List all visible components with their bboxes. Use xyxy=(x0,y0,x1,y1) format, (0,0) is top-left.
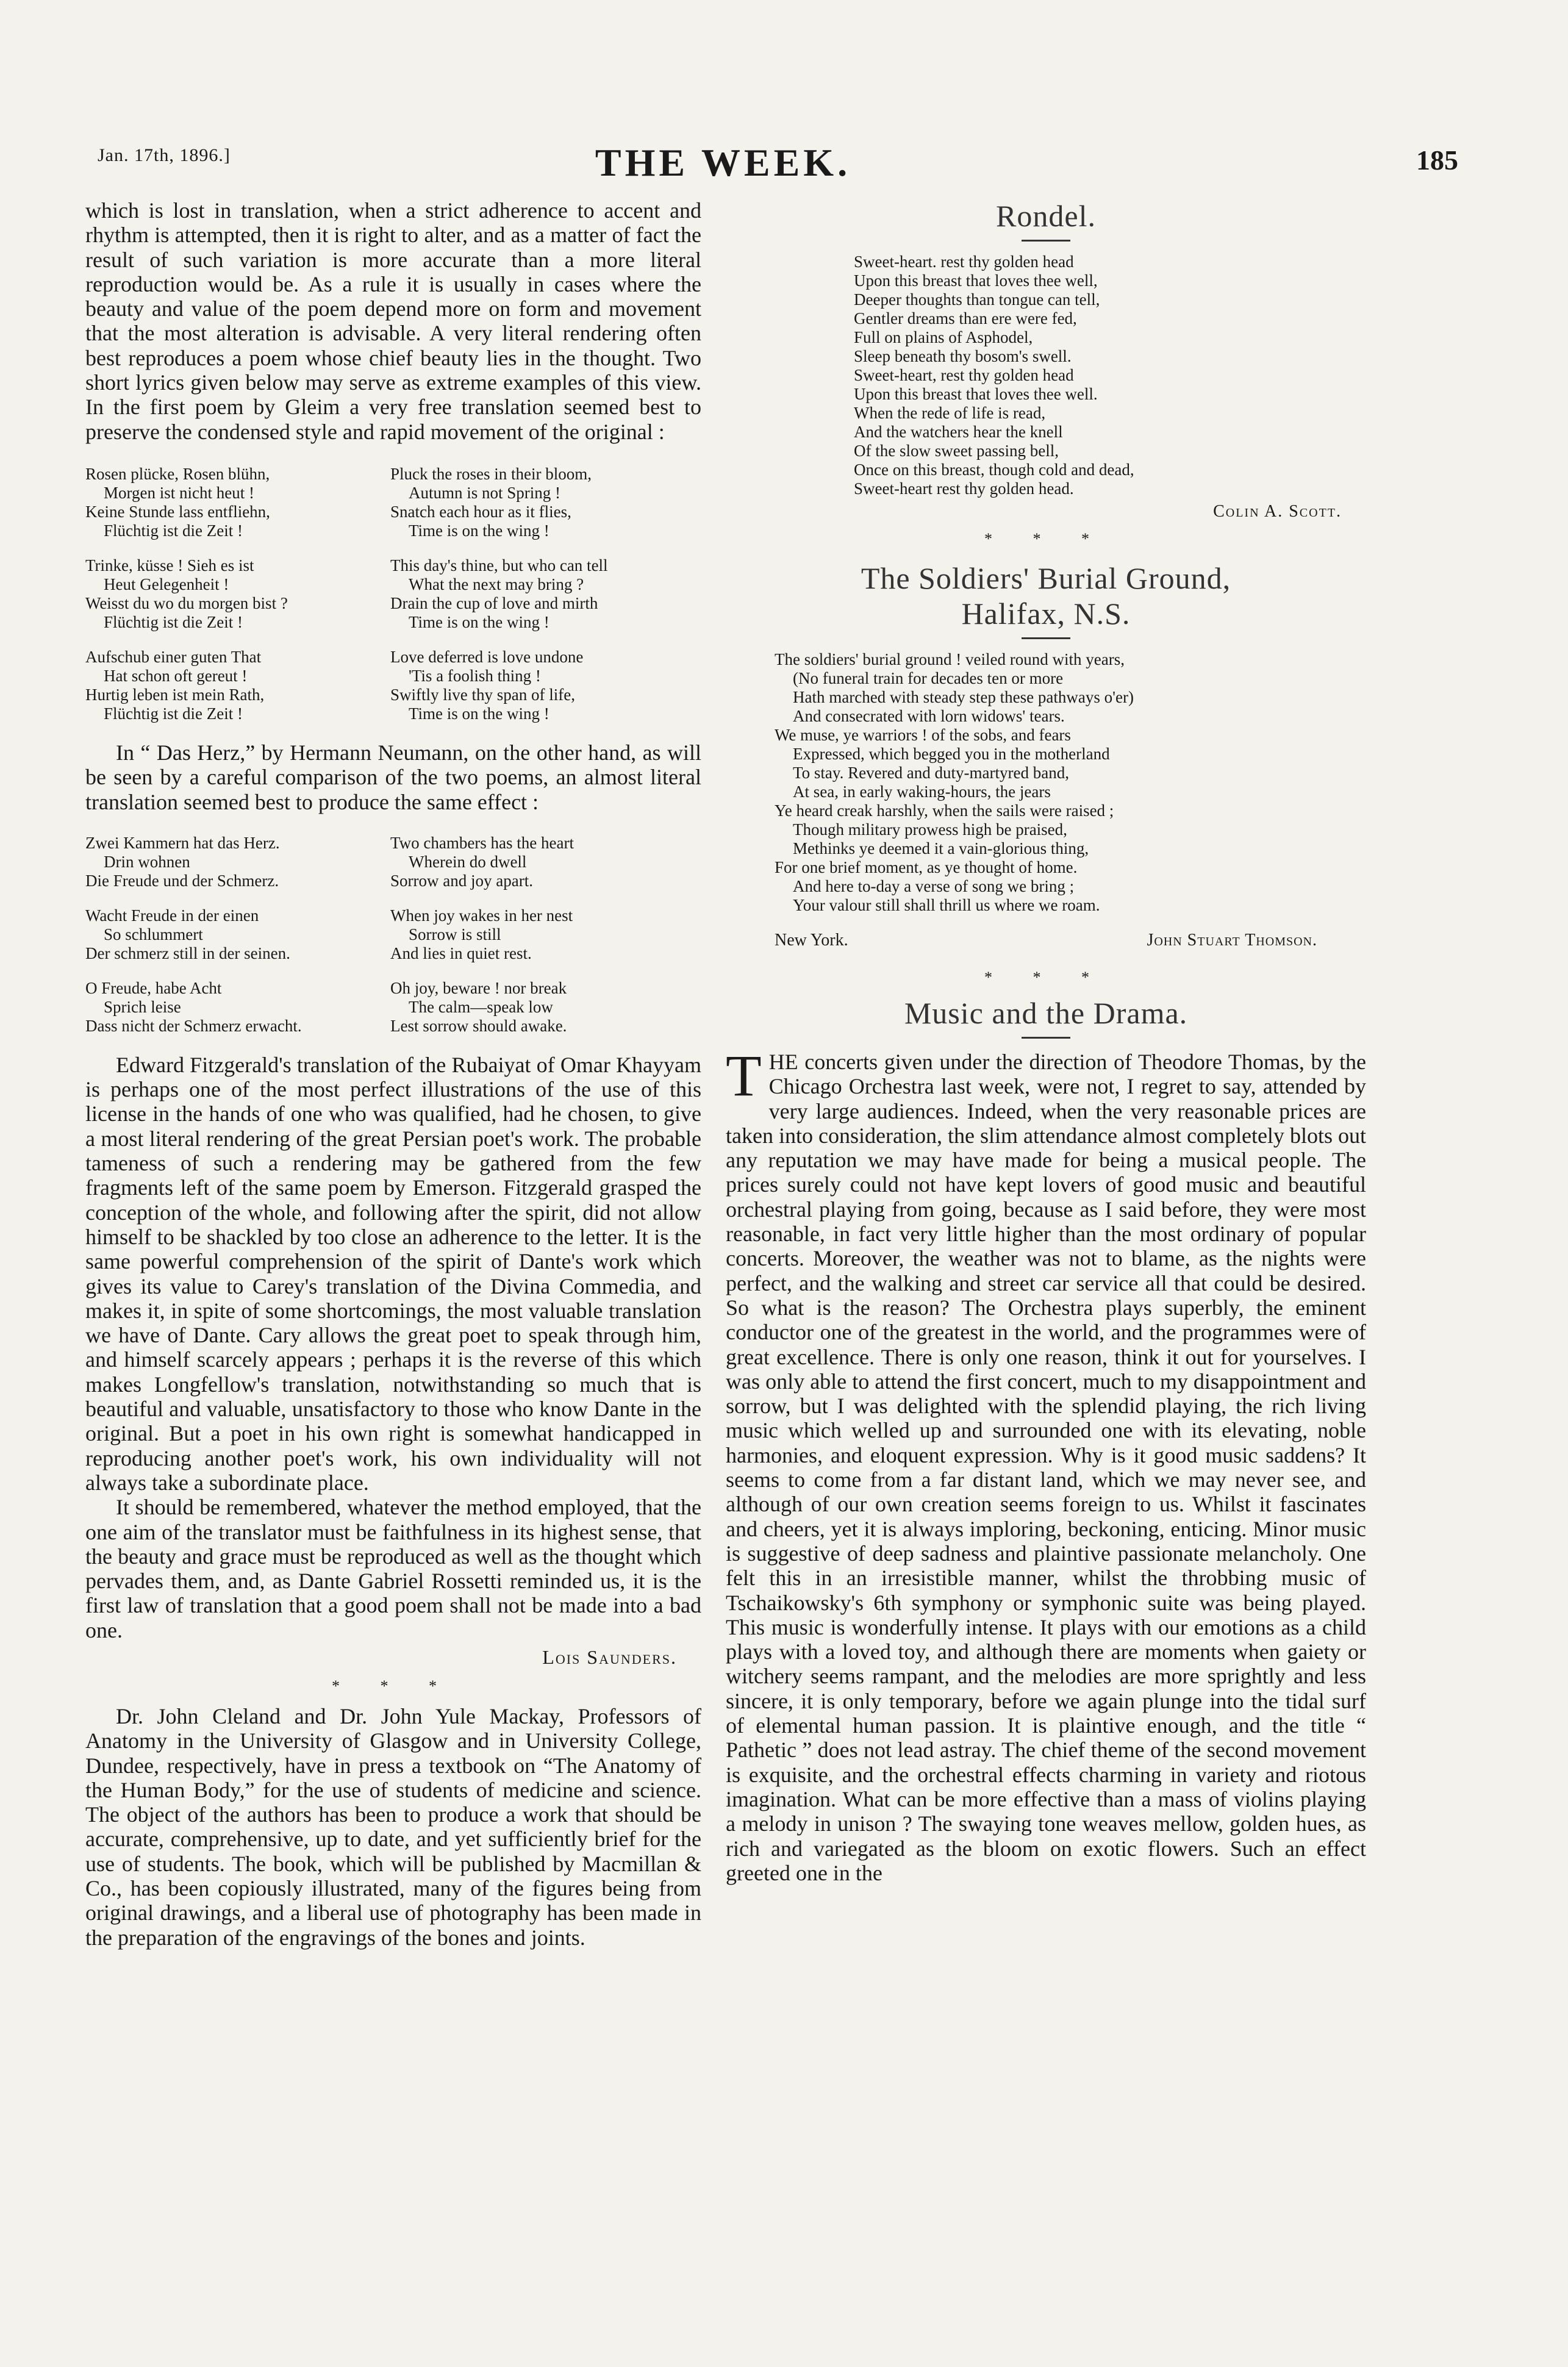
verse-line: This day's thine, but who can tell xyxy=(390,556,608,575)
verse-line: And consecrated with lorn widows' tears. xyxy=(793,707,1065,725)
verse-line: Weisst du wo du morgen bist ? xyxy=(85,593,288,612)
rondel-author: Colin A. Scott. xyxy=(1213,502,1342,521)
neumann-poem-stanzas xyxy=(85,834,701,1036)
section-separator: * * * xyxy=(332,1677,455,1695)
verse-line: Wherein do dwell xyxy=(409,852,527,871)
verse-line: Der schmerz still in der seinen. xyxy=(85,944,290,962)
english-stanza xyxy=(390,556,701,632)
poem-stanza xyxy=(85,979,701,1036)
verse-line: Sorrow and joy apart. xyxy=(390,871,533,890)
burial-poem xyxy=(775,650,1366,915)
poem-stanza xyxy=(85,648,701,723)
publication-title: THE WEEK. xyxy=(595,141,851,184)
music-drama-article xyxy=(726,1043,1366,1885)
burial-author: John Stuart Thomson. xyxy=(1147,931,1317,950)
verse-line: Sweet-heart rest thy golden head. xyxy=(854,479,1074,498)
verse-line: Drin wohnen xyxy=(104,852,190,871)
german-stanza xyxy=(85,465,390,540)
verse-line: Flüchtig ist die Zeit ! xyxy=(104,704,243,723)
verse-line: Sweet-heart. rest thy golden head xyxy=(854,252,1074,271)
verse-line: Deeper thoughts than tongue can tell, xyxy=(854,290,1100,309)
verse-line: Though military prowess high be praised, xyxy=(793,820,1067,839)
burial-byline xyxy=(775,931,1317,950)
poem-stanza xyxy=(85,465,701,540)
verse-line: Autumn is not Spring ! xyxy=(409,483,561,502)
verse-line: Aufschub einer guten That xyxy=(85,647,262,666)
translation-law-paragraph: It should be remembered, whatever the method employed, that the one aim of the translator must be faithfulness in its highest sense, that the beauty and grace must be reproduced as well as the thought which pervades them, and, as Dante Gabriel Rossetti reminded us, it is the first law of translation that a good poem shall not be made into a bad one. xyxy=(85,1495,701,1642)
verse-line: Two chambers has the heart xyxy=(390,833,574,852)
poem-stanza xyxy=(85,834,701,890)
verse-line: Full on plains of Asphodel, xyxy=(854,328,1033,346)
page-header xyxy=(73,141,1458,194)
verse-line: Snatch each hour as it flies, xyxy=(390,502,571,521)
english-stanza xyxy=(390,979,701,1036)
verse-line: Wacht Freude in der einen xyxy=(85,906,259,925)
english-stanza xyxy=(390,834,701,890)
english-stanza xyxy=(390,465,701,540)
drop-cap: T xyxy=(726,1043,762,1108)
section-separator: * * * xyxy=(984,969,1108,986)
rondel-title: Rondel. xyxy=(996,199,1096,233)
verse-line: Pluck the roses in their bloom, xyxy=(390,464,592,483)
verse-line: Expressed, which begged you in the motherland xyxy=(793,745,1110,763)
title-rule xyxy=(1022,637,1070,639)
verse-line: When the rede of life is read, xyxy=(854,404,1046,422)
anatomy-book-paragraph: Dr. John Cleland and Dr. John Yule Mackay, Professors of Anatomy in the University of Glasgow and in University College, Dundee, respectively, have in press a textbook on “The Anatomy of the Human Body,” for the use of students of medicine and science. The object of the authors has been to produce a work that should be accurate, comprehensive, up to date, and yet sufficiently brief for the use of students. The book, which will be published by Macmillan & Co., has been copiously illustrated, many of the figures being from original drawings, and a liberal use of photography has been made in the preparation of the engravings of the bones and joints. xyxy=(85,1703,701,1950)
verse-line: Sleep beneath thy bosom's swell. xyxy=(854,347,1072,365)
page-number: 185 xyxy=(1416,145,1458,176)
verse-line: Of the slow sweet passing bell, xyxy=(854,442,1059,460)
verse-line: For one brief moment, as ye thought of home. xyxy=(775,858,1078,876)
german-stanza xyxy=(85,556,390,632)
verse-line: Flüchtig ist die Zeit ! xyxy=(104,612,243,631)
verse-line: Sweet-heart, rest thy golden head xyxy=(854,366,1074,384)
german-stanza xyxy=(85,906,390,963)
verse-line: We muse, ye warriors ! of the sobs, and fears xyxy=(775,726,1071,744)
burial-subtitle: Halifax, N.S. xyxy=(961,596,1131,631)
neumann-poem xyxy=(85,834,701,1036)
verse-line: Keine Stunde lass entfliehn, xyxy=(85,502,270,521)
verse-line: Swiftly live thy span of life, xyxy=(390,685,575,704)
verse-line: Love deferred is love undone xyxy=(390,647,584,666)
verse-line: Lest sorrow should awake. xyxy=(390,1016,567,1035)
verse-line: Gentler dreams than ere were fed, xyxy=(854,309,1077,328)
verse-line: Morgen ist nicht heut ! xyxy=(104,483,254,502)
verse-line: Time is on the wing ! xyxy=(409,612,550,631)
verse-line: Trinke, küsse ! Sieh es ist xyxy=(85,556,254,575)
verse-line: The calm—speak low xyxy=(409,997,553,1016)
verse-line: Methinks ye deemed it a vain-glorious thing, xyxy=(793,839,1089,858)
poem-stanza xyxy=(85,556,701,632)
verse-line: Sprich leise xyxy=(104,997,181,1016)
music-drama-title: Music and the Drama. xyxy=(904,996,1188,1030)
burial-place: New York. xyxy=(775,931,848,950)
verse-line: Oh joy, beware ! nor break xyxy=(390,978,567,997)
verse-line: Dass nicht der Schmerz erwacht. xyxy=(85,1016,302,1035)
right-column xyxy=(726,198,1366,1885)
verse-line: So schlummert xyxy=(104,925,203,944)
rondel-poem xyxy=(854,252,1366,498)
gleim-poem-stanzas xyxy=(85,465,701,723)
verse-line: (No funeral train for decades ten or more xyxy=(793,669,1064,687)
neumann-intro-paragraph: In “ Das Herz,” by Hermann Neumann, on the other hand, as will be seen by a careful comparison of the two poems, an almost literal translation seemed best to produce the same effect : xyxy=(85,740,701,814)
verse-line: Heut Gelegenheit ! xyxy=(104,575,229,593)
burial-title: The Soldiers' Burial Ground, xyxy=(861,561,1231,595)
fitzgerald-paragraph: Edward Fitzgerald's translation of the Rubaiyat of Omar Khayyam is perhaps one of the most perfect illustrations of the use of this license in the hands of one who was qualified, had he chosen, to give a most literal rendering of the great Persian poet's work. The probable tameness of such a rendering may be gathered from the few fragments left of the same poem by Emerson. Fitzgerald grasped the conception of the whole, and following after the spirit, did not allow himself to be shackled by too close an adherence to the letter. It is the same powerful comprehension of the spirit of Dante's work which gives its value to Carey's translation of the Divina Commedia, and makes it, in spite of some shortcomings, the most valuable translation we have of Dante. Cary allows the great poet to speak through him, and himself scarcely appears ; perhaps it is the reverse of this which makes Longfellow's translation, notwithstanding so much that is beautiful and valuable, unsatisfactory to those who know Dante in the original. But a poet in his own right is somewhat handicapped in reproducing another poet's work, his own individuality will not always take a subordinate place. xyxy=(85,1052,701,1495)
verse-line: Hath marched with steady step these pathways o'er) xyxy=(793,688,1134,706)
verse-line: At sea, in early waking-hours, the jears xyxy=(793,782,1051,801)
german-stanza xyxy=(85,648,390,723)
verse-line: And here to-day a verse of song we bring ; xyxy=(793,877,1075,895)
intro-paragraph: which is lost in translation, when a strict adherence to accent and rhythm is attempted, then it is right to alter, and as a matter of fact the result of such variation is more accurate than a more literal reproduction would be. As a rule it is usually in cases where the beauty and value of the poem depend more on form and movement that the most alteration is advisable. A very literal rendering often best reproduces a poem whose chief beauty lies in the thought. Two short lyrics given below may serve as extreme examples of this view. In the first poem by Gleim a very free translation seemed best to preserve the condensed style and rapid movement of the original : xyxy=(85,198,701,444)
issue-date: Jan. 17th, 1896.] xyxy=(98,145,231,165)
verse-line: Drain the cup of love and mirth xyxy=(390,593,598,612)
left-column xyxy=(85,198,701,1950)
gleim-poem xyxy=(85,465,701,723)
verse-line: Flüchtig ist die Zeit ! xyxy=(104,521,243,540)
verse-line: Upon this breast that loves thee well, xyxy=(854,271,1098,290)
author-signature: Lois Saunders. xyxy=(542,1645,677,1668)
verse-line: 'Tis a foolish thing ! xyxy=(409,666,541,685)
verse-line: Time is on the wing ! xyxy=(409,704,550,723)
verse-line: Die Freude und der Schmerz. xyxy=(85,871,279,890)
verse-line: Your valour still shall thrill us where we roam. xyxy=(793,896,1100,914)
verse-line: Upon this breast that loves thee well. xyxy=(854,385,1098,403)
poem-stanza xyxy=(85,906,701,963)
section-separator: * * * xyxy=(984,530,1108,548)
german-stanza xyxy=(85,834,390,890)
english-stanza xyxy=(390,648,701,723)
verse-line: Ye heard creak harshly, when the sails were raised ; xyxy=(775,801,1114,820)
verse-line: Rosen plücke, Rosen blühn, xyxy=(85,464,270,483)
german-stanza xyxy=(85,979,390,1036)
music-drama-text: HE concerts given under the direction of Theodore Thomas, by the Chicago Orchestra last week, were not, I regret to say, attended by very large audiences. Indeed, when the very reasonable prices are taken into consideration, the slim attendance almost completely blots out any reputation we may have made for being a musical people. The prices surely could not have kept lovers of good music and beautiful orchestral playing from going, because as I said before, they were most reasonable, in fact very little higher than the most ordinary of popular concerts. Moreover, the weather was not to blame, as the nights were perfect, and the walking and street car service all that could be desired. So what is the reason? The Orchestra plays superbly, the eminent conductor one of the greatest in the world, and the programmes were of great excellence. There is only one reason, think it out for yourselves. I was only able to attend the first concert, much to my disappointment and sorrow, but I was delighted with the splendid playing, the rich living music which welled up and surrounded one with its elevating, noble harmonies, and eloquent expression. Why is it good music saddens? It seems to come from a far distant land, which we may never see, and although of our own creation seems foreign to us. Whilst it fascinates and cheers, yet it is always imploring, beckoning, enticing. Minor music is suggestive of deep sadness and plaintive passionate melancholy. One felt this in an irresistible manner, whilst the throbbing music of Tschaikowsky's 6th symphony or symphonic suite was being played. This music is wonderfully intense. It plays with our emotions as a child plays with a loved toy, and although there are moments when gaiety or witchery seems rampant, and the melodies are more sprightly and less sincere, it is only temporary, before we again plunge into the tidal surf of elemental human passion. It is plaintive enough, and the title “ Pathetic ” does not lead astray. The chief theme of the second movement is exquisite, and the orchestral effects charming in variety and riotous imagination. What can be more effective than a mass of violins playing a melody in unison ? The swaying tone weaves mellow, golden hues, as rich and variegated as the bloom on exotic flowers. Such an effect greeted one in the xyxy=(726,1050,1366,1885)
title-rule xyxy=(1022,240,1070,242)
verse-line: Sorrow is still xyxy=(409,925,501,944)
verse-line: The soldiers' burial ground ! veiled round with years, xyxy=(775,650,1125,668)
verse-line: Zwei Kammern hat das Herz. xyxy=(85,833,280,852)
verse-line: When joy wakes in her nest xyxy=(390,906,573,925)
verse-line: What the next may bring ? xyxy=(409,575,584,593)
verse-line: Time is on the wing ! xyxy=(409,521,550,540)
title-rule xyxy=(1022,1037,1070,1039)
verse-line: Hat schon oft gereut ! xyxy=(104,666,248,685)
verse-line: And lies in quiet rest. xyxy=(390,944,532,962)
verse-line: Hurtig leben ist mein Rath, xyxy=(85,685,265,704)
verse-line: O Freude, habe Acht xyxy=(85,978,222,997)
english-stanza xyxy=(390,906,701,963)
verse-line: And the watchers hear the knell xyxy=(854,423,1063,441)
verse-line: To stay. Revered and duty-martyred band, xyxy=(793,764,1069,782)
verse-line: Once on this breast, though cold and dead, xyxy=(854,460,1134,479)
